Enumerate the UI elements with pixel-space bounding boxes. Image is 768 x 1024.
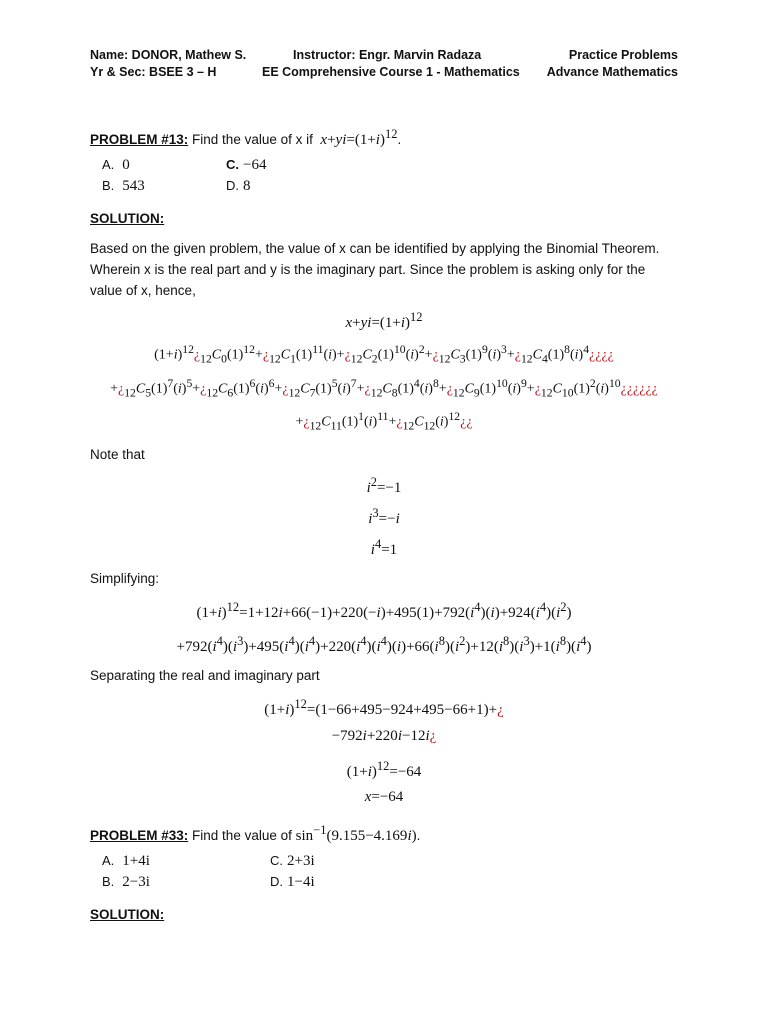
document-type: Practice Problems <box>568 48 678 62</box>
identity-i-cubed: $i^3=-i$ <box>368 506 400 527</box>
imaginary-part-equation: −792i+220i−12i¿ <box>331 728 437 744</box>
choice-d[interactable]: D. 8 <box>226 178 251 194</box>
choice-b[interactable]: B. 543 <box>102 178 145 194</box>
student-name: Name: DONOR, Mathew S. <box>90 48 247 62</box>
simplified-line-1: $(1+i)^{12}=1+12i+66(-1)+220(-i)+495(1)+792(i^4)(i)+924(i^4)(i^2)$ <box>196 600 572 621</box>
choice-a[interactable]: A. 0 <box>102 157 130 173</box>
subject: Advance Mathematics <box>546 65 678 79</box>
separating-label: Separating the real and imaginary part <box>90 668 320 683</box>
p33-choice-b[interactable]: B. 2−3i <box>102 874 150 890</box>
course-title: EE Comprehensive Course 1 - Mathematics <box>262 65 520 79</box>
p33-choice-c[interactable]: C. 2+3i <box>270 853 315 869</box>
identity-i-squared: $i^2=-1$ <box>366 475 402 496</box>
identity-i-fourth: $i^4=1$ <box>370 537 398 558</box>
problem-33-statement: PROBLEM #33: Find the value of $\sin^{-1}(9.155-4.169i)$. <box>90 823 421 844</box>
problem-33-question: Find the value of <box>192 828 292 843</box>
year-section: Yr & Sec: BSEE 3 – H <box>90 65 217 79</box>
simplified-line-2: $+792(i^4)(i^3)+495(i^4)(i^4)+220(i^4)(i^4)(i)+66(i^8)(i^2)+12(i^8)(i^3)+1(i^8)(i^4)$ <box>176 634 592 655</box>
solution-label-33: SOLUTION: <box>90 907 165 922</box>
simplifying-label: Simplifying: <box>90 571 160 586</box>
choice-c[interactable]: C. −64 <box>226 157 267 173</box>
p33-choice-a[interactable]: A. 1+4i <box>102 853 150 869</box>
problem-13-question: Find the value of x if <box>192 132 313 147</box>
note-label: Note that <box>90 447 145 462</box>
p33-choice-d[interactable]: D. 1−4i <box>270 874 315 890</box>
solution-intro: Based on the given problem, the value of x can be identified by applying the Binomial Theorem. Wherein x is the real part and y is the imaginary part. Since the problem is asking only for the value of x, hence, <box>90 241 660 298</box>
binomial-expansion-line-2: $+¿_{12}C_5(1)^7(i)^5+¿_{12}C_6(1)^6(i)^6+¿_{12}C_7(1)^5(i)^7+¿_{12}C_8(1)^4(i)^8+¿_{12}C_9(1)^{10}(i)^9+¿_{12}C_{10}(1)^2(i)^{10}¿¿¿¿¿¿$ <box>110 377 658 400</box>
result-equation: $(1+i)^{12}=-64$ <box>346 759 422 780</box>
real-part-equation: $(1+i)^{12}=(1-66+495-924+495-66+1)+¿$ <box>264 697 504 718</box>
problem-13-label: PROBLEM #13: <box>90 132 189 147</box>
instructor: Instructor: Engr. Marvin Radaza <box>293 48 482 62</box>
solution-label-13: SOLUTION: <box>90 211 165 226</box>
answer-x: x=−64 <box>364 789 404 805</box>
problem-13-expression: $x+yi=(1+i)^{12}$ <box>320 127 398 148</box>
binomial-expansion-line-3: $+¿_{12}C_{11}(1)^1(i)^{11}+¿_{12}C_{12}(i)^{12}¿¿$ <box>295 410 473 433</box>
problem-13-statement: PROBLEM #13: Find the value of x if $x+yi=(1+i)^{12}$. <box>90 127 402 148</box>
problem-33-label: PROBLEM #33: <box>90 828 189 843</box>
binomial-expansion-line-1: $(1+i)^{12}¿_{12}C_0(1)^{12}+¿_{12}C_1(1)^{11}(i)+¿_{12}C_2(1)^{10}(i)^2+¿_{12}C_3(1)^9(i)^3+¿_{12}C_4(1)^8(i)^4¿¿¿¿$ <box>154 343 614 366</box>
problem-33-expression: $\sin^{-1}(9.155-4.169i)$ <box>295 823 417 844</box>
equation-start: $x+yi=(1+i)^{12}$ <box>345 310 423 331</box>
